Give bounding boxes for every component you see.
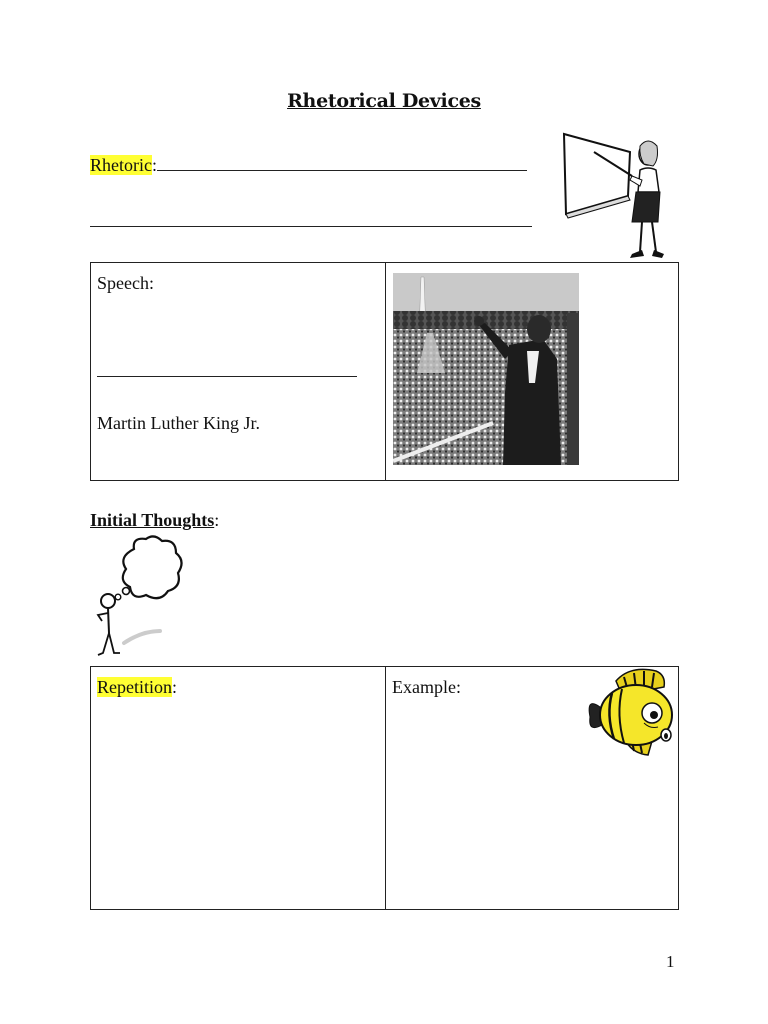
rhetoric-term: Rhetoric xyxy=(90,155,152,175)
repetition-example-cell[interactable] xyxy=(386,667,679,910)
initial-thoughts-label: Initial Thoughts xyxy=(90,510,215,530)
repetition-definition-cell[interactable] xyxy=(91,667,386,910)
fish-icon xyxy=(586,667,678,763)
example-label: Example: xyxy=(392,677,461,697)
repetition-colon: : xyxy=(172,677,178,697)
speech-label: Speech: xyxy=(97,273,154,293)
speech-cell[interactable] xyxy=(91,263,386,481)
repetition-term: Repetition xyxy=(97,677,172,697)
initial-thoughts-colon: : xyxy=(214,510,220,530)
speech-table xyxy=(90,262,679,481)
speech-title-blank[interactable] xyxy=(97,376,357,377)
rhetoric-prompt xyxy=(90,150,527,176)
speaker-name: Martin Luther King Jr. xyxy=(97,413,260,433)
rhetoric-answer-blank-2[interactable] xyxy=(90,226,532,227)
initial-thoughts-heading xyxy=(90,510,219,531)
thinking-figure-icon xyxy=(88,535,188,660)
speech-photo-cell xyxy=(386,263,679,481)
mlk-photo xyxy=(393,273,579,465)
repetition-prompt xyxy=(97,677,177,698)
repetition-table xyxy=(90,666,679,910)
page-title: Rhetorical Devices xyxy=(287,90,481,112)
rhetoric-answer-blank[interactable] xyxy=(157,150,527,171)
page-number: 1 xyxy=(666,952,675,971)
rhetoric-colon: : xyxy=(151,155,157,175)
teacher-icon xyxy=(560,130,670,262)
